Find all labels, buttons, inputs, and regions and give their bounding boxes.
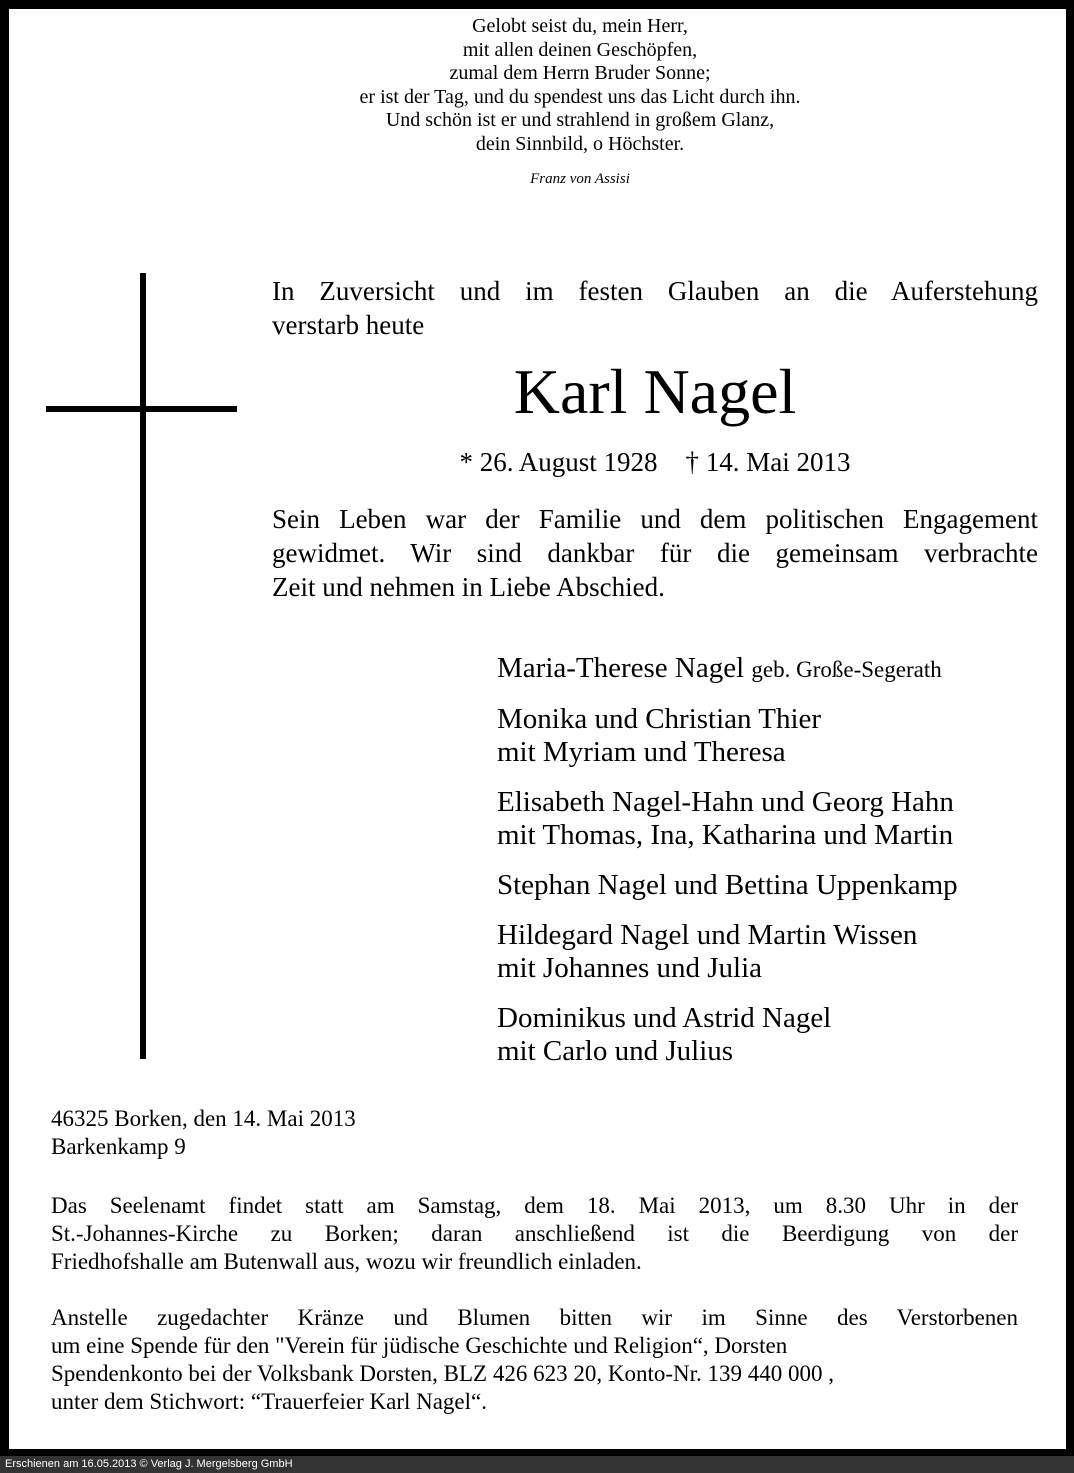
family-group	[497, 1002, 958, 1068]
place-date: 46325 Borken, den 14. Mai 2013	[51, 1106, 356, 1131]
intro-line: In Zuversicht und im festen Glauben an die Auferstehung	[272, 276, 1038, 306]
place-address	[51, 1105, 356, 1161]
family-line: mit Thomas, Ina, Katharina und Martin	[497, 819, 954, 851]
service-line: St.-Johannes-Kirche zu Borken; daran anschließend ist die Beerdigung von der	[51, 1221, 1018, 1246]
intro-text	[272, 274, 1038, 342]
family-line: Dominikus und Astrid Nagel	[497, 1002, 832, 1034]
poem-line: Und schön ist er und strahlend in großem Glanz,	[385, 109, 775, 131]
family-line: mit Johannes und Julia	[497, 952, 763, 984]
poem-line: zumal dem Herrn Bruder Sonne;	[449, 62, 711, 84]
poem-line: er ist der Tag, und du spendest uns das Licht durch ihn.	[359, 85, 801, 108]
service-line: Das Seelenamt findet statt am Samstag, dem 18. Mai 2013, um 8.30 Uhr in der	[51, 1193, 1018, 1218]
family-group	[497, 786, 958, 852]
birth-date: * 26. August 1928	[459, 447, 658, 477]
donation-info	[51, 1304, 1018, 1416]
poem-author: Franz von Assisi	[530, 171, 630, 187]
poem-line: dein Sinnbild, o Höchster.	[475, 132, 685, 155]
family-group	[497, 869, 958, 902]
bio-line: Zeit und nehmen in Liebe Abschied.	[272, 572, 665, 602]
intro-line: verstarb heute	[272, 310, 425, 340]
service-info	[51, 1192, 1018, 1276]
donation-line: Spendenkonto bei der Volksbank Dorsten, BLZ 426 623 20, Konto-Nr. 139 440 000 ,	[51, 1361, 835, 1386]
bio-line: Sein Leben war der Familie und dem politischen Engagement	[272, 504, 1038, 534]
cross-horizontal-bar	[46, 406, 237, 412]
family-line: mit Myriam und Theresa	[497, 736, 786, 768]
donation-line: unter dem Stichwort: “Trauerfeier Karl Nagel“.	[51, 1389, 487, 1414]
family-group	[497, 919, 958, 985]
family-line: mit Carlo und Julius	[497, 1035, 734, 1067]
maiden-name: geb. Große-Segerath	[751, 657, 942, 682]
life-dates	[272, 444, 1038, 480]
publication-footer: Erschienen am 16.05.2013 © Verlag J. Mergelsberg GmbH	[0, 1456, 1074, 1473]
family-group	[497, 652, 958, 686]
family-line: Elisabeth Nagel-Hahn und Georg Hahn	[497, 786, 954, 818]
poem-line: Gelobt seist du, mein Herr,	[472, 15, 688, 37]
bio-line: gewidmet. Wir sind dankbar für die gemeinsam verbrachte	[272, 538, 1038, 568]
address: Barkenkamp 9	[51, 1134, 186, 1159]
family-list	[497, 652, 958, 1085]
family-line: Hildegard Nagel und Martin Wissen	[497, 919, 918, 951]
death-date: † 14. Mai 2013	[685, 447, 851, 477]
poem-line: mit allen deinen Geschöpfen,	[462, 38, 698, 61]
family-line: Stephan Nagel und Bettina Uppenkamp	[497, 869, 958, 901]
bio-text	[272, 502, 1038, 604]
family-group	[497, 703, 958, 769]
family-line: Maria-Therese Nagel	[497, 652, 745, 684]
family-line: Monika und Christian Thier	[497, 703, 822, 735]
service-line: Friedhofshalle am Butenwall aus, wozu wir freundlich einladen.	[51, 1249, 642, 1274]
donation-line: um eine Spende für den "Verein für jüdische Geschichte und Religion“, Dorsten	[51, 1333, 788, 1358]
cross-vertical-bar	[140, 273, 146, 1059]
deceased-name: Karl Nagel	[513, 356, 797, 427]
donation-line: Anstelle zugedachter Kränze und Blumen bitten wir im Sinne des Verstorbenen	[51, 1305, 1018, 1330]
poem-quote	[250, 15, 910, 192]
